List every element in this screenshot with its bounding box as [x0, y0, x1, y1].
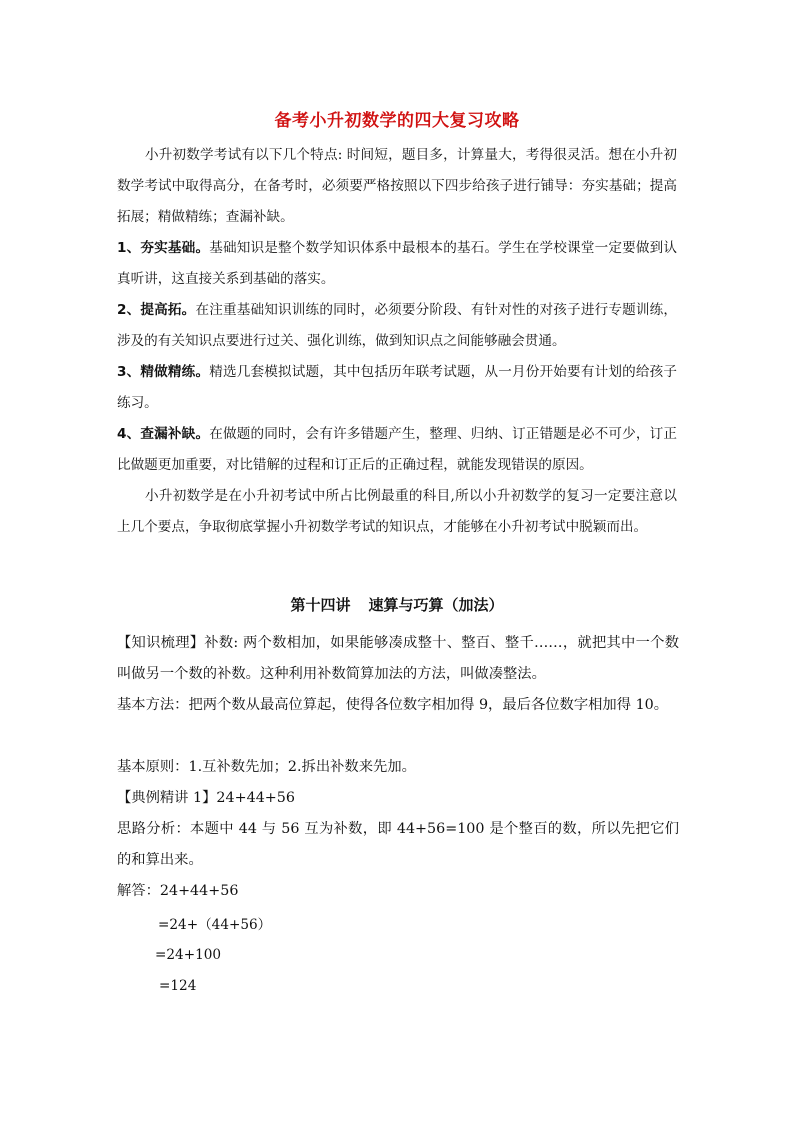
- point-2: [117, 295, 677, 357]
- calc-step-1: =24+（44+56）: [158, 917, 272, 933]
- point-4-text: 在做题的同时，会有许多错题产生，整理、归纳、订正错题是必不可少，订正比做题更加重要，对比错解的过程和订正后的正确过程，就能发现错误的原因。: [117, 426, 677, 473]
- calc-step-3: =124: [159, 978, 197, 994]
- page-title: 备考小升初数学的四大复习攻略: [274, 111, 520, 131]
- point-2-label: 2、提高拓。: [117, 302, 196, 318]
- basic-method: 基本方法：把两个数从最高位算起，使得各位数字相加得 9，最后各位数字相加得 10。: [117, 697, 669, 713]
- example-title: 【典例精讲 1】24+44+56: [117, 790, 295, 806]
- analysis: 思路分析：本题中 44 与 56 互为补数，即 44+56=100 是个整百的数，所以先把它们的和算出来。: [117, 821, 679, 868]
- conclusion-paragraph: 小升初数学是在小升初考试中所占比例最重的科目,所以小升初数学的复习一定要注意以上几个要点，争取彻底掌握小升初数学考试的知识点，才能够在小升初考试中脱颖而出。: [117, 488, 677, 535]
- point-4-label: 4、查漏补缺。: [117, 426, 210, 442]
- basic-principle: 基本原则：1.互补数先加；2.拆出补数来先加。: [117, 759, 416, 775]
- lecture-title: [0, 594, 794, 615]
- knowledge-summary: 【知识梳理】补数: 两个数相加，如果能够凑成整十、整百、整千……，就把其中一个数叫做另一个数的补数。这种利用补数简算加法的方法，叫做凑整法。: [117, 635, 679, 682]
- calc-step-2: =24+100: [155, 947, 222, 963]
- answer-label: 解答：24+44+56: [117, 883, 239, 899]
- point-1-text: 基础知识是整个数学知识体系中最根本的基石。学生在学校课堂一定要做到认真听讲，这直接关系到基础的落实。: [117, 240, 677, 287]
- point-4: [117, 419, 677, 481]
- point-3-text: 精选几套模拟试题，其中包括历年联考试题，从一月份开始要有计划的给孩子练习。: [117, 364, 677, 411]
- lecture-topic: 速算与巧算（加法）: [368, 596, 504, 614]
- point-3: [117, 357, 677, 419]
- point-3-label: 3、精做精练。: [117, 364, 210, 380]
- point-1-label: 1、夯实基础。: [117, 240, 210, 256]
- intro-paragraph: 小升初数学考试有以下几个特点: 时间短，题目多，计算量大，考得很灵活。想在小升初数学考试中取得高分，在备考时，必须要严格按照以下四步给孩子进行铺导：夯实基础；提高拓展；精做精练；查漏补缺。: [117, 147, 677, 225]
- point-1: [117, 233, 677, 295]
- lecture-number: 第十四讲: [290, 596, 351, 614]
- point-2-text: 在注重基础知识训练的同时，必须要分阶段、有针对性的对孩子进行专题训练，涉及的有关知识点要进行过关、强化训练，做到知识点之间能够融会贯通。: [117, 302, 677, 349]
